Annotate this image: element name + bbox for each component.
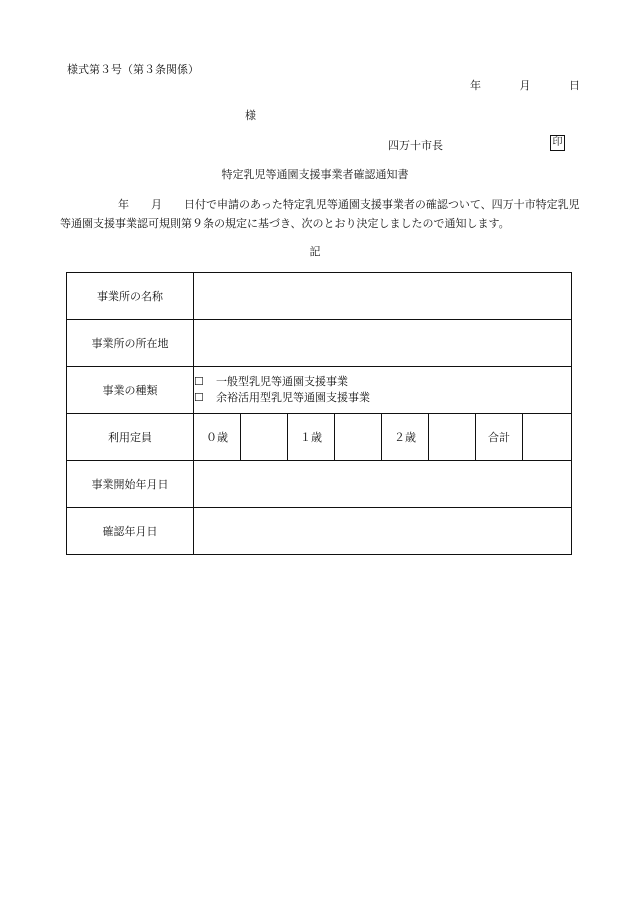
option-label: 一般型乳児等通園支援事業 [216, 375, 348, 388]
issue-date-day: 日 [569, 79, 580, 92]
option-label: 余裕活用型乳児等通園支援事業 [216, 391, 370, 404]
total-label: 合計 [476, 414, 523, 461]
checkbox-icon[interactable]: ☐ [194, 391, 204, 404]
age-1-field[interactable] [335, 414, 382, 461]
start-date-label: 事業開始年月日 [67, 461, 194, 508]
business-type-option-general[interactable] [194, 374, 571, 390]
note-heading: 記 [309, 245, 321, 258]
issuer-name: 四万十市長 [388, 139, 443, 152]
addressee-suffix: 様 [245, 109, 256, 122]
seal-mark: 印 [550, 135, 565, 151]
issue-date-month: 月 [519, 79, 531, 92]
checkbox-icon[interactable]: ☐ [194, 375, 204, 388]
issue-date-year: 年 [470, 79, 481, 92]
capacity-label: 利用定員 [67, 414, 194, 461]
issue-date [470, 77, 580, 93]
business-type-label: 事業の種類 [67, 367, 194, 414]
confirmation-date-field[interactable] [194, 508, 572, 555]
age-0-label: ０歳 [194, 414, 241, 461]
table-row [67, 273, 572, 320]
business-type-option-spare-capacity[interactable] [194, 390, 571, 406]
table-row [67, 320, 572, 367]
document-title: 特定乳児等通園支援事業者確認通知書 [221, 168, 409, 181]
total-field[interactable] [523, 414, 572, 461]
table-row [67, 461, 572, 508]
age-1-label: １歳 [288, 414, 335, 461]
office-name-label: 事業所の名称 [67, 273, 194, 320]
age-0-field[interactable] [241, 414, 288, 461]
table-row [67, 367, 572, 414]
details-table [66, 272, 572, 555]
office-address-label: 事業所の所在地 [67, 320, 194, 367]
table-row [67, 508, 572, 555]
start-date-field[interactable] [194, 461, 572, 508]
form-number: 様式第３号（第３条関係） [67, 63, 199, 76]
body-text: 日付で申請のあった特定乳児等通園支援事業者の確認ついて、四万十市特定乳児等通園支援事業認可規則第９条の規定に基づき、次のとおり決定しましたので通知します。 [60, 198, 580, 230]
age-2-label: ２歳 [382, 414, 429, 461]
business-type-options [194, 367, 572, 414]
body-month: 月 [151, 198, 162, 211]
office-name-field[interactable] [194, 273, 572, 320]
notice-body [60, 195, 580, 233]
age-2-field[interactable] [429, 414, 476, 461]
office-address-field[interactable] [194, 320, 572, 367]
table-row [67, 414, 572, 461]
body-year: 年 [118, 198, 129, 211]
confirmation-date-label: 確認年月日 [67, 508, 194, 555]
